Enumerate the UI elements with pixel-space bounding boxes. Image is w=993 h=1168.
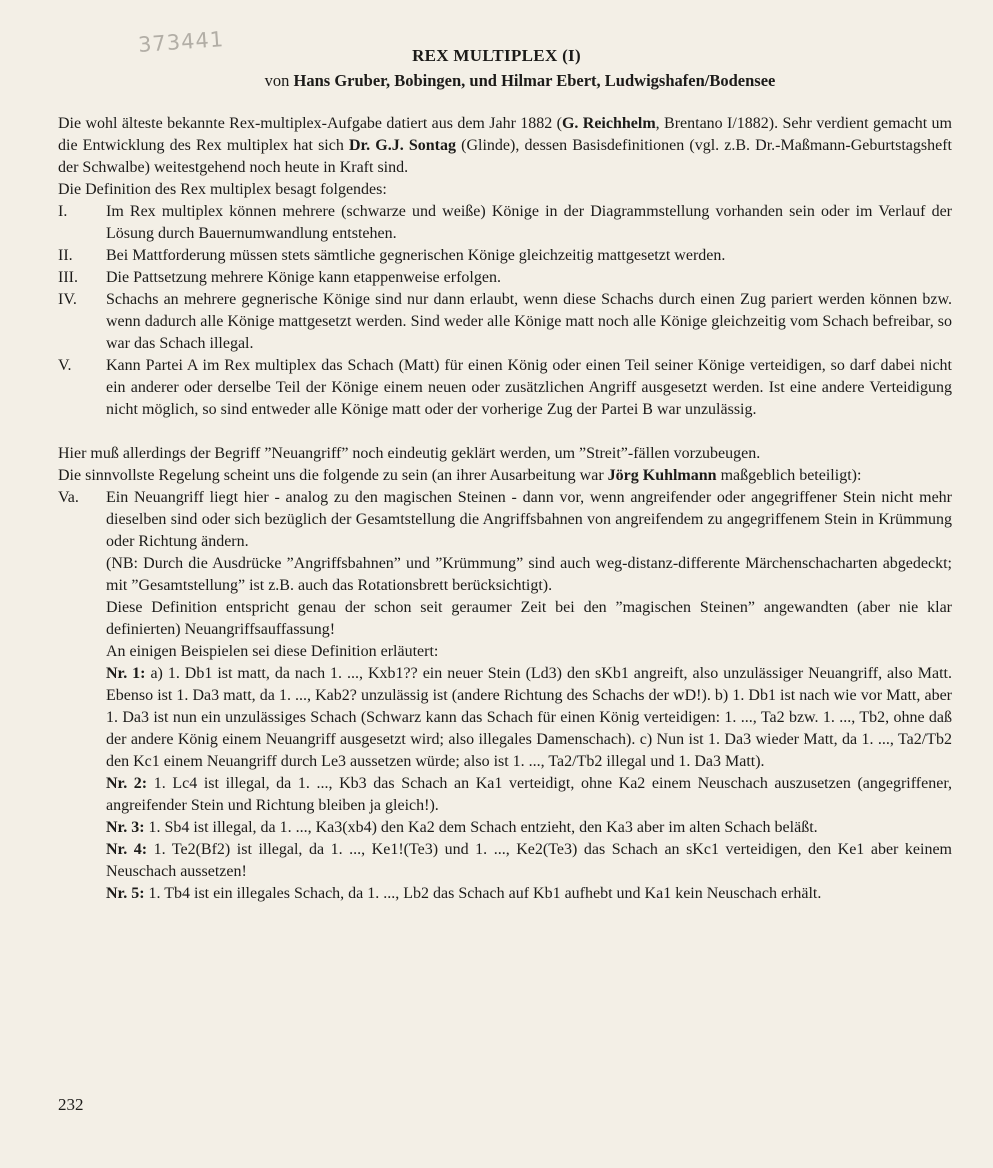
byline-prefix: von: [264, 71, 290, 90]
definition-text: Bei Mattforderung müssen stets sämtliche gegnerischen Könige gleichzeitig mattgesetzt werden.: [106, 247, 726, 264]
definition-text: Schachs an mehrere gegnerische Könige sind nur dann erlaubt, wenn diese Schachs durch einen Zug pariert werden können bzw. wenn dadurch alle Könige mattgesetzt werden. Sind weder alle Könige matt noch alle Könige gleichzeitig vom Schach befreibar, so war das Schach illegal.: [106, 291, 952, 352]
definition-item: [58, 245, 952, 267]
example-label: Nr. 1:: [106, 665, 146, 682]
example-text: 1. Lc4 ist illegal, da 1. ..., Kb3 das Schach an Ka1 verteidigt, ohne Ka2 einem Neuschach auszusetzen (angegriffener, angreifender Stein und Richtung bleiben ja gleich!).: [106, 775, 953, 814]
intro-text-3: (Glinde), dessen Basisdefinitionen (vgl. z.B. Dr.-Maßmann-Geburtstagsheft der Schwalbe) weitestgehend noch heute in Kraft sind.: [58, 137, 953, 176]
neuangriff-paragraph: Hier muß allerdings der Begriff ”Neuangriff” noch eindeutig geklärt werden, um ”Streit”-fällen vorzubeugen.: [58, 445, 761, 462]
example-item: [106, 883, 952, 905]
example-label: Nr. 3:: [106, 819, 145, 836]
definition-label: Va.: [58, 489, 79, 506]
example-item: [106, 663, 952, 773]
article-body: [58, 113, 952, 905]
example-text: 1. Te2(Bf2) ist illegal, da 1. ..., Ke1!(Te3) und 1. ..., Ke2(Te3) das Schach an sKc1 verteidigen, den Ke1 aber keinem Neuschach aussetzen!: [106, 841, 953, 880]
example-item: [106, 839, 952, 883]
example-item: [106, 773, 952, 817]
va-note: (NB: Durch die Ausdrücke ”Angriffsbahnen” und ”Krümmung” sind auch weg-distanz-differente Märchenschacharten abgedeckt; mit ”Gesamtstellung” ist z.B. auch das Rotationsbrett berücksichtigt).: [106, 555, 952, 594]
intro-text-2: , Brentano I/1882). Sehr verdient gemacht um die Entwicklung des Rex multiplex hat sich: [58, 115, 952, 154]
example-text: 1. Tb4 ist ein illegales Schach, da 1. ..., Lb2 das Schach auf Kb1 aufhebt und Ka1 kein Neuschach erhält.: [144, 885, 822, 902]
definition-label: IV.: [58, 291, 77, 308]
definition-label: II.: [58, 247, 73, 264]
page-number: 232: [58, 1095, 84, 1114]
definition-item: [58, 267, 952, 289]
regelung-text-2: maßgeblich beteiligt):: [716, 467, 862, 484]
regelung-text-1: Die sinnvollste Regelung scheint uns die folgende zu sein (an ihrer Ausarbeitung war: [58, 467, 608, 484]
definition-item: [58, 201, 952, 245]
va-text: Ein Neuangriff liegt hier - analog zu den magischen Steinen - dann vor, wenn angreifender oder angegriffener Stein nicht mehr dieselben sind oder sich bezüglich der Gesamtstellung die Angriffsbahnen von angreifendem zu angegriffenem Stein in Krümmung oder Richtung ändern.: [106, 489, 952, 550]
regelung-paragraph: [58, 465, 952, 487]
examples-intro: An einigen Beispielen sei diese Definition erläutert:: [106, 643, 439, 660]
definition-va-content: [106, 487, 952, 905]
pencil-annotation: 373441: [137, 27, 225, 57]
example-text: 1. Sb4 ist illegal, da 1. ..., Ka3(xb4) den Ka2 dem Schach entzieht, den Ka3 aber im alten Schach beläßt.: [144, 819, 818, 836]
example-label: Nr. 2:: [106, 775, 148, 792]
definition-text: Im Rex multiplex können mehrere (schwarze und weiße) Könige in der Diagrammstellung vorhanden sein oder im Verlauf der Lösung durch Bauernumwandlung entstehen.: [106, 203, 952, 242]
definition-text: Die Pattsetzung mehrere Könige kann etappenweise erfolgen.: [106, 269, 501, 286]
intro-name-sontag: Dr. G.J. Sontag: [348, 137, 456, 154]
definition-va: [58, 487, 952, 905]
example-label: Nr. 5:: [106, 885, 145, 902]
name-kuhlmann: Jörg Kuhlmann: [607, 467, 717, 484]
definition-intro: Die Definition des Rex multiplex besagt folgendes:: [58, 181, 387, 198]
definition-label: I.: [58, 203, 68, 220]
va-definition: Diese Definition entspricht genau der schon seit geraumer Zeit bei den ”magischen Steinen” angewandten (aber nie klar definierten) Neuangriffsauffassung!: [106, 599, 952, 638]
intro-name-reichhelm: G. Reichhelm: [561, 115, 656, 132]
intro-paragraph: [58, 113, 952, 179]
definition-text: Kann Partei A im Rex multiplex das Schach (Matt) für einen König oder einen Teil seiner Könige verteidigen, so darf dabei nicht ein anderer oder derselbe Teil der Könige einem neuen oder zusätzlichen Angriff ausgesetzt werden. Ist eine andere Verteidigung nicht möglich, so sind entweder alle Könige matt oder der vorherige Zug der Partei B war unzulässig.: [106, 357, 952, 418]
definition-item: [58, 355, 952, 421]
byline-authors: Hans Gruber, Bobingen, und Hilmar Ebert, Ludwigshafen/Bodensee: [293, 71, 776, 90]
example-text: a) 1. Db1 ist matt, da nach 1. ..., Kxb1?? ein neuer Stein (Ld3) den sKb1 angreift, also unzulässiger Neuangriff, also Matt. Ebenso ist 1. Da3 matt, da 1. ..., Kab2? unzulässig ist (andere Richtung des Schachs der wD!). b) 1. Db1 ist nach wie vor Matt, aber 1. Da3 ist nun ein unzulässiges Schach (Schwarz kann das Schach für einen König verteidigen: 1. ..., Ta2 bzw. 1. ..., Tb2, ohne daß der andere König einem Neuangriff ausgesetzt wird; also illegales Damenschach). c) Nun ist 1. Da3 wieder Matt, da 1. ..., Ta2/Tb2 den Kc1 einem Neuangriff durch Le3 aussetzen würde; also ist 1. ..., Ta2/Tb2 illegal und 1. Da3 Matt).: [106, 665, 952, 770]
byline: [40, 71, 993, 91]
article-title: REX MULTIPLEX (I): [412, 46, 581, 65]
definition-item: [58, 289, 952, 355]
intro-text-1: Die wohl älteste bekannte Rex-multiplex-Aufgabe datiert aus dem Jahr 1882 (: [58, 115, 562, 132]
example-item: [106, 817, 952, 839]
example-label: Nr. 4:: [106, 841, 148, 858]
definition-label: III.: [58, 269, 78, 286]
spacer: [58, 421, 952, 443]
definition-label: V.: [58, 357, 72, 374]
